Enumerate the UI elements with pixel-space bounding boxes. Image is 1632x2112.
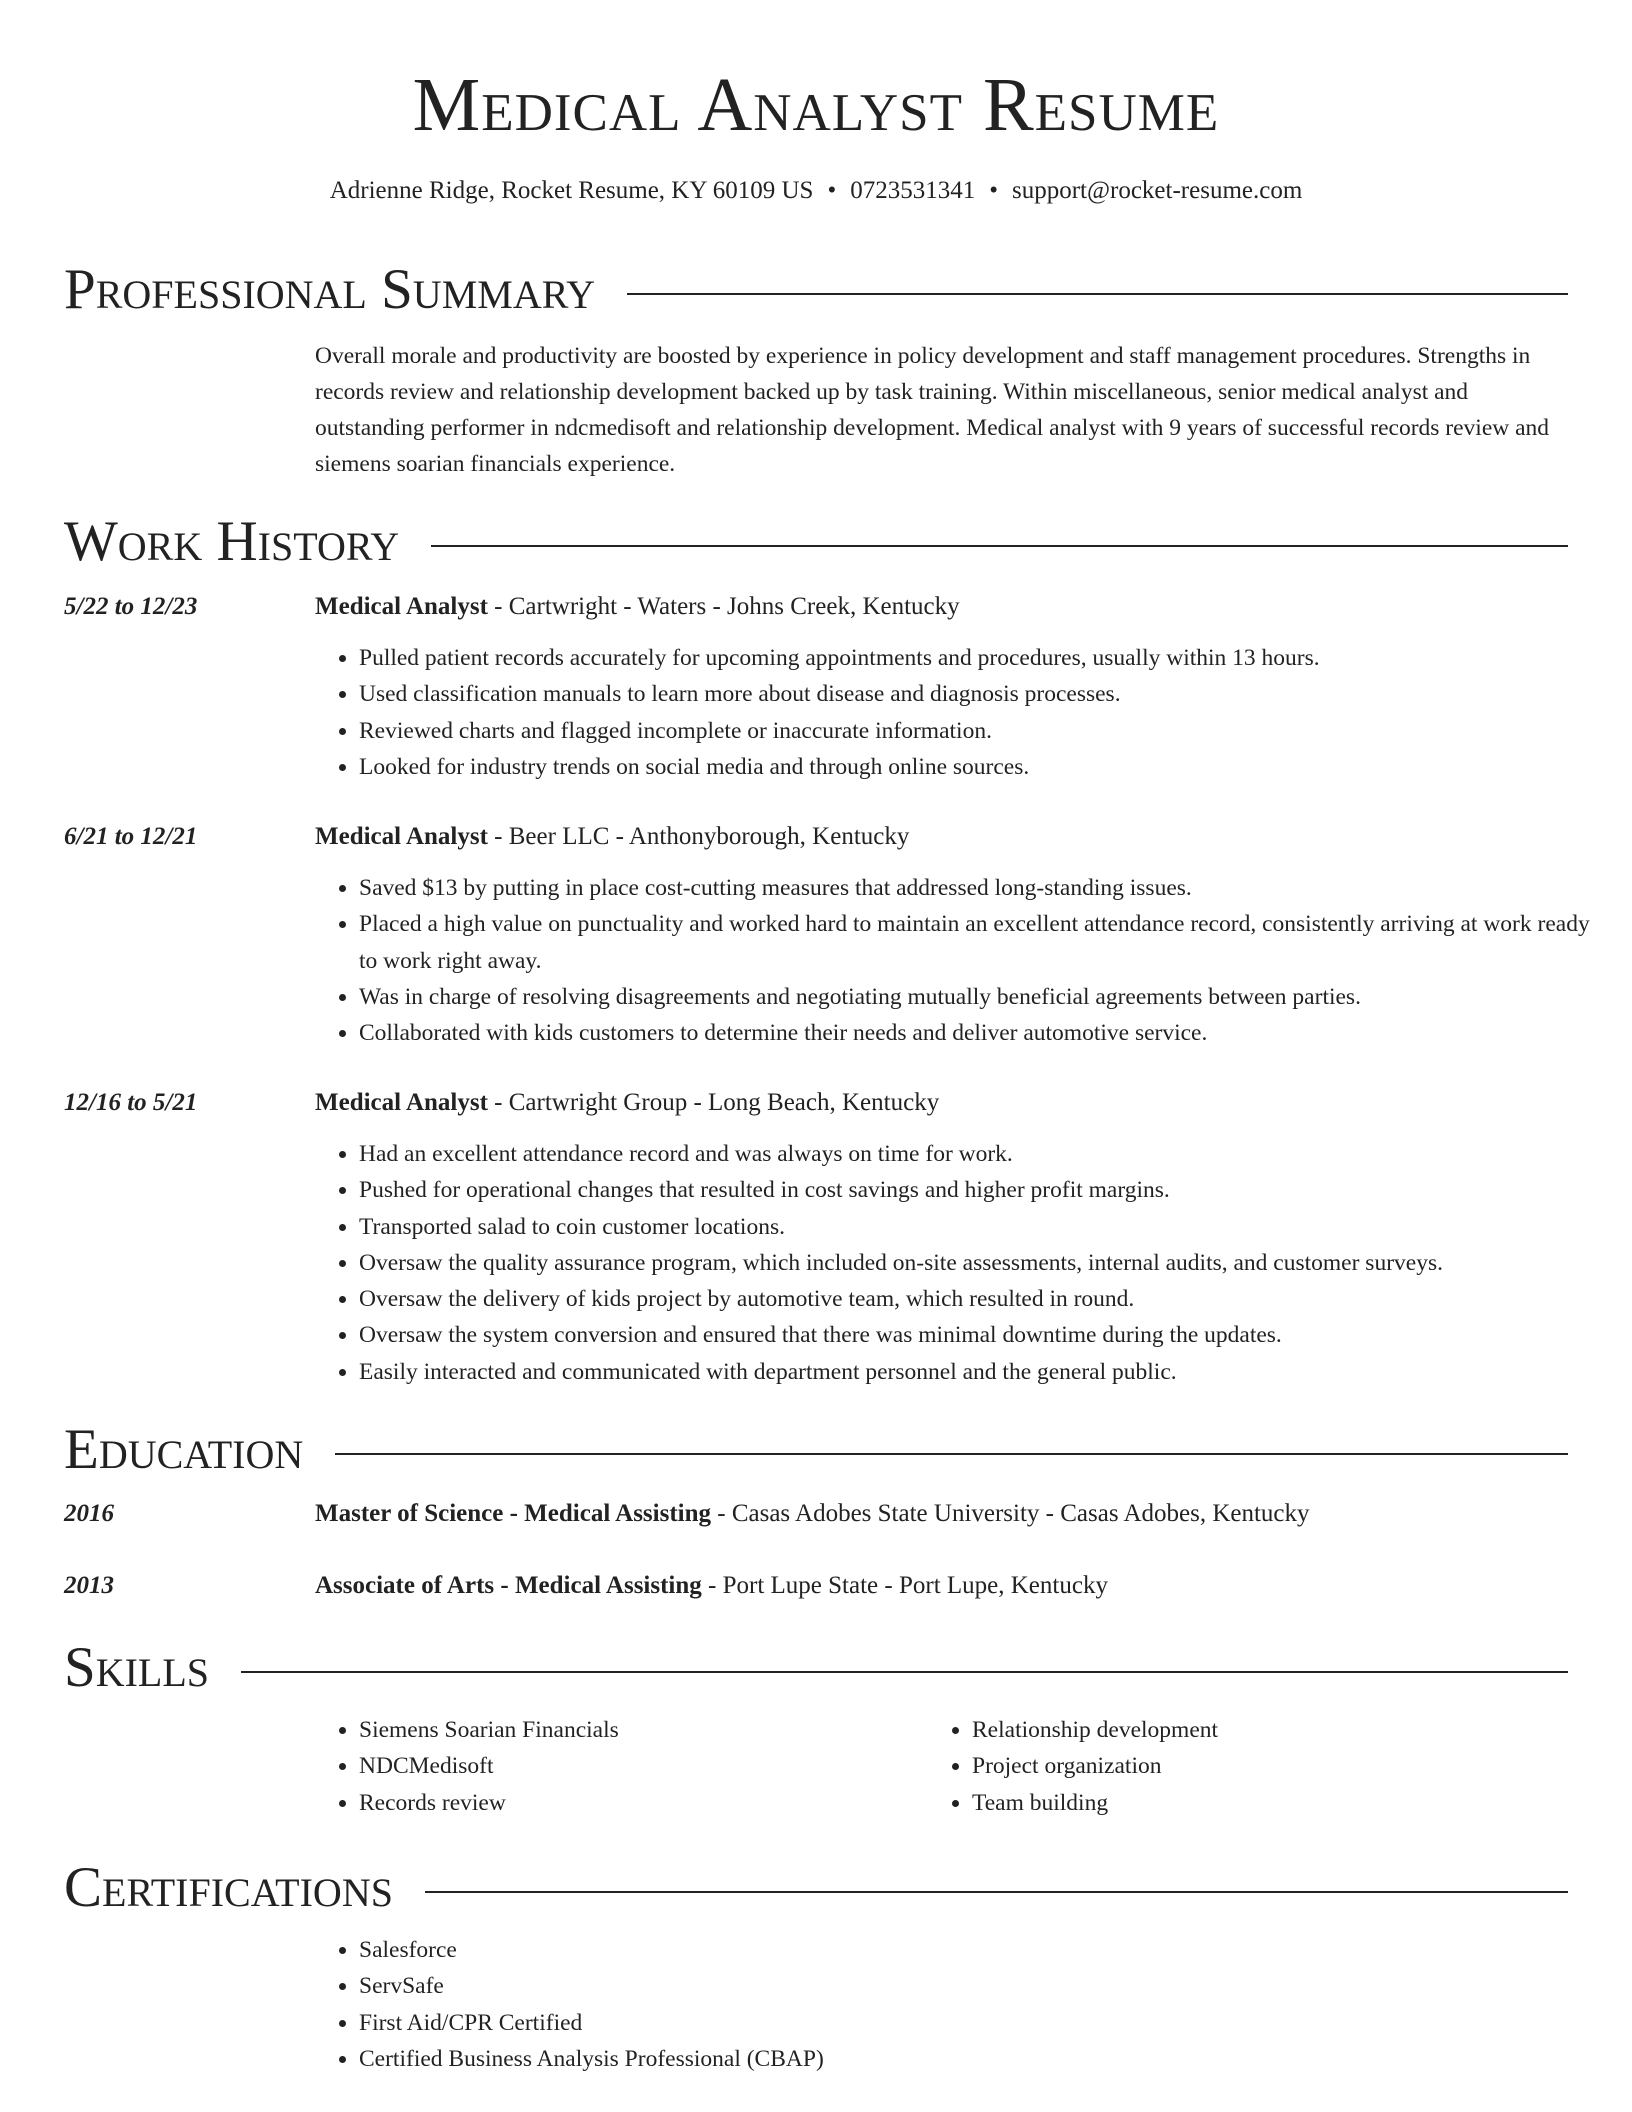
education-details: - Casas Adobes State University - Casas Adobes, Kentucky (711, 1500, 1310, 1527)
section-divider (627, 293, 1568, 295)
education-year: 2013 (64, 1572, 114, 1599)
job-bullet: • Collaborated with kids customers to determine their needs and deliver automotive service. (359, 1015, 1609, 1051)
job-entry (64, 587, 1568, 627)
job-heading (315, 587, 960, 627)
job-bullet: • Pulled patient records accurately for upcoming appointments and procedures, usually within 13 hours. (359, 640, 1609, 676)
job-heading (315, 817, 909, 857)
job-heading (315, 1083, 939, 1123)
certification-item: • ServSafe (359, 1968, 1359, 2004)
resume-title: Medical Analyst Resume (412, 63, 1220, 147)
job-title: Medical Analyst (315, 593, 488, 620)
certification-item: • Salesforce (359, 1932, 1359, 1968)
job-details: - Cartwright - Waters - Johns Creek, Kentucky (487, 593, 960, 620)
contact-email: support@rocket-resume.com (1011, 177, 1303, 204)
education-heading (315, 1566, 1108, 1606)
skill-item: • NDCMedisoft (359, 1748, 919, 1784)
job-bullet: • Oversaw the delivery of kids project by automotive team, which resulted in round. (359, 1281, 1609, 1317)
job-title: Medical Analyst (315, 823, 488, 850)
section-divider (335, 1453, 1568, 1455)
education-degree: Master of Science - Medical Assisting (315, 1500, 711, 1527)
job-bullet: • Used classification manuals to learn more about disease and diagnosis processes. (359, 676, 1609, 712)
section-work-header (64, 502, 1568, 582)
certifications-list (315, 1932, 1359, 2077)
section-certifications-header (64, 1848, 1568, 1928)
education-entry (64, 1494, 1568, 1534)
job-entry (64, 1083, 1568, 1123)
section-divider (425, 1891, 1568, 1893)
skills-list-right (928, 1712, 1532, 1821)
education-year: 2016 (64, 1500, 114, 1527)
section-education-header (64, 1410, 1568, 1490)
job-bullet: • Oversaw the quality assurance program, which included on-site assessments, internal audits, and customer surveys. (359, 1245, 1609, 1281)
job-bullet: • Reviewed charts and flagged incomplete or inaccurate information. (359, 713, 1609, 749)
job-title: Medical Analyst (315, 1089, 488, 1116)
contact-separator: • (989, 177, 998, 204)
education-details: - Port Lupe State - Port Lupe, Kentucky (701, 1572, 1108, 1599)
certification-item: • Certified Business Analysis Professional (CBAP) (359, 2041, 1359, 2077)
section-title: Certifications (64, 1856, 393, 1919)
skill-item: • Siemens Soarian Financials (359, 1712, 919, 1748)
job-entry (64, 817, 1568, 857)
job-bullets (315, 1136, 1609, 1390)
skill-item: • Team building (972, 1785, 1532, 1821)
section-title: Education (64, 1418, 304, 1481)
job-bullet: • Saved $13 by putting in place cost-cutting measures that addressed long-standing issues. (359, 870, 1609, 906)
job-dates: 12/16 to 5/21 (64, 1089, 198, 1116)
certification-item: • First Aid/CPR Certified (359, 2005, 1359, 2041)
job-bullets (315, 640, 1609, 785)
job-dates: 5/22 to 12/23 (64, 593, 198, 620)
contact-address: Adrienne Ridge, Rocket Resume, KY 60109 US (329, 177, 814, 204)
education-heading (315, 1494, 1310, 1534)
job-bullet: • Was in charge of resolving disagreements and negotiating mutually beneficial agreements between parties. (359, 979, 1609, 1015)
section-title: Skills (64, 1636, 210, 1699)
education-degree: Associate of Arts - Medical Assisting (315, 1572, 702, 1599)
section-divider (431, 545, 1568, 547)
job-bullet: • Oversaw the system conversion and ensured that there was minimal downtime during the updates. (359, 1317, 1609, 1353)
section-divider (241, 1671, 1568, 1673)
job-bullet: • Had an excellent attendance record and was always on time for work. (359, 1136, 1609, 1172)
summary-text: Overall morale and productivity are boosted by experience in policy development and staff management procedures. Strengths in records review and relationship development backed up by task training. Within miscellaneous, senior medical analyst and outstanding performer in ndcmedisoft and relationship development. Medical analyst with 9 years of successful records review and siemens soarian financials experience. (315, 343, 1550, 477)
job-bullet: • Looked for industry trends on social media and through online sources. (359, 749, 1609, 785)
skill-item: • Relationship development (972, 1712, 1532, 1748)
section-summary-header (64, 250, 1568, 330)
section-skills-header (64, 1628, 1568, 1708)
job-details: - Beer LLC - Anthonyborough, Kentucky (487, 823, 910, 850)
job-dates: 6/21 to 12/21 (64, 823, 198, 850)
contact-phone: 0723531341 (850, 177, 976, 204)
job-bullet: • Pushed for operational changes that resulted in cost savings and higher profit margins. (359, 1172, 1609, 1208)
job-bullet: • Transported salad to coin customer locations. (359, 1209, 1609, 1245)
job-bullet: • Easily interacted and communicated with department personnel and the general public. (359, 1354, 1609, 1390)
section-title: Professional Summary (64, 258, 596, 321)
education-entry (64, 1566, 1568, 1606)
contact-line (0, 174, 1632, 208)
job-bullets (315, 870, 1609, 1051)
skill-item: • Project organization (972, 1748, 1532, 1784)
job-details: - Cartwright Group - Long Beach, Kentucky (487, 1089, 940, 1116)
contact-separator: • (827, 177, 837, 204)
skill-item: • Records review (359, 1785, 919, 1821)
job-bullet: • Placed a high value on punctuality and worked hard to maintain an excellent attendance record, consistently arriving at work ready to work right away. (359, 906, 1609, 979)
section-title: Work History (64, 510, 400, 573)
skills-list-left (315, 1712, 919, 1821)
